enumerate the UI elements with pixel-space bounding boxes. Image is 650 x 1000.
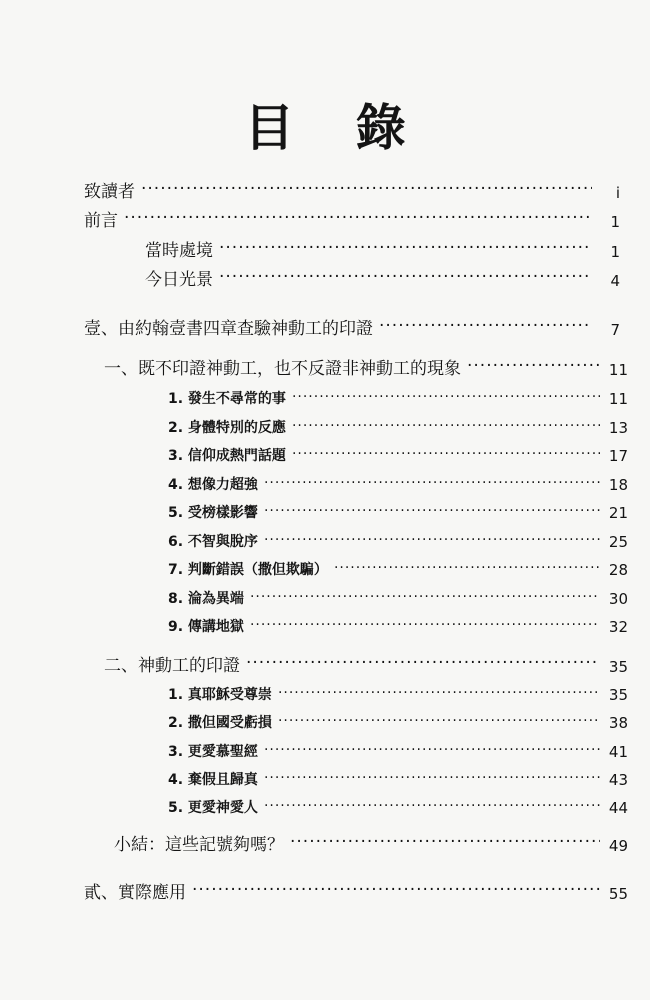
toc-label: 4. 棄假且歸真	[168, 772, 258, 788]
toc-label: 5. 更愛神愛人	[168, 800, 258, 816]
dot-leader	[264, 743, 600, 761]
toc-entry-item[interactable]	[168, 582, 628, 608]
dot-leader	[292, 390, 600, 408]
toc-label: 1. 真耶穌受尊崇	[168, 687, 272, 703]
toc-entry-summary[interactable]	[114, 829, 628, 855]
toc-page-number: 11	[608, 390, 628, 408]
dot-leader	[334, 561, 600, 579]
toc-page-number: 30	[608, 590, 628, 608]
dot-leader	[250, 590, 600, 608]
toc-label: 二、神動工的印證	[104, 656, 240, 676]
toc-label: 1. 發生不尋常的事	[168, 391, 286, 407]
page-title: 目 錄	[244, 99, 428, 157]
toc-label: 6. 不智與脫序	[168, 534, 258, 550]
toc-entry-chapter-1[interactable]	[84, 313, 620, 339]
dot-leader	[264, 504, 600, 522]
toc-page-number: 7	[610, 321, 620, 339]
toc-entry-scene-today[interactable]	[145, 264, 620, 290]
toc-page-number: 38	[608, 714, 628, 732]
toc-entry-preface[interactable]	[84, 205, 620, 231]
toc-label: 當時處境	[145, 241, 213, 261]
dot-leader	[264, 476, 600, 494]
dot-leader	[250, 618, 600, 636]
toc-entry-item[interactable]	[168, 735, 628, 761]
toc-entry-item[interactable]	[168, 553, 628, 579]
dot-leader	[141, 181, 592, 202]
toc-page-number: 55	[608, 885, 628, 903]
toc-page-number: 1	[610, 213, 620, 231]
toc-label: 今日光景	[145, 270, 213, 290]
toc-page-number: 13	[608, 419, 628, 437]
toc-entry-item[interactable]	[168, 763, 628, 789]
dot-leader	[278, 686, 600, 704]
toc-label: 壹、由約翰壹書四章查驗神動工的印證	[84, 319, 373, 339]
toc-entry-section-1[interactable]	[104, 353, 628, 379]
toc-entry-item[interactable]	[168, 610, 628, 636]
dot-leader	[292, 447, 600, 465]
toc-page-number: 25	[608, 533, 628, 551]
toc-page-number: 1	[610, 243, 620, 261]
toc-page-number: 21	[608, 504, 628, 522]
toc-page-number: i	[615, 184, 620, 202]
toc-page-number: 4	[610, 272, 620, 290]
toc-entry-item[interactable]	[168, 496, 628, 522]
toc-entry-item[interactable]	[168, 791, 628, 817]
toc-page-number: 41	[608, 743, 628, 761]
dot-leader	[264, 533, 600, 551]
toc-entry-item[interactable]	[168, 411, 628, 437]
toc-entry-item[interactable]	[168, 678, 628, 704]
dot-leader	[290, 834, 600, 855]
toc-entry-chapter-2[interactable]	[84, 877, 628, 903]
dot-leader	[467, 358, 600, 379]
toc-entry-item[interactable]	[168, 382, 628, 408]
toc-page-number: 35	[608, 658, 628, 676]
toc-label: 2. 撒但國受虧損	[168, 715, 272, 731]
toc-label: 3. 信仰成熱門話題	[168, 448, 286, 464]
dot-leader	[246, 655, 600, 676]
toc-entry-item[interactable]	[168, 439, 628, 465]
toc-label: 3. 更愛慕聖經	[168, 744, 258, 760]
toc-entry-section-2[interactable]	[104, 650, 628, 676]
dot-leader	[292, 419, 600, 437]
toc-label: 前言	[84, 211, 118, 231]
toc-entry-item[interactable]	[168, 468, 628, 494]
dot-leader	[278, 714, 600, 732]
dot-leader	[264, 799, 600, 817]
toc-label: 貳、實際應用	[84, 883, 186, 903]
toc-page-number: 17	[608, 447, 628, 465]
toc-entry-item[interactable]	[168, 706, 628, 732]
toc-label: 5. 受榜樣影響	[168, 505, 258, 521]
toc-page-number: 43	[608, 771, 628, 789]
toc-label: 4. 想像力超強	[168, 477, 258, 493]
dot-leader	[124, 210, 592, 231]
toc-label: 小結：這些記號夠嗎？	[114, 835, 284, 855]
toc-label: 致讀者	[84, 182, 135, 202]
toc-page-number: 35	[608, 686, 628, 704]
dot-leader	[192, 882, 600, 903]
toc-label: 7. 判斷錯誤（撒但欺騙）	[168, 562, 328, 578]
toc-page-number: 32	[608, 618, 628, 636]
toc-page-number: 28	[608, 561, 628, 579]
toc-page-number: 18	[608, 476, 628, 494]
dot-leader	[379, 318, 592, 339]
dot-leader	[264, 771, 600, 789]
toc-entry-item[interactable]	[168, 525, 628, 551]
toc-entry-to-readers[interactable]	[84, 176, 620, 202]
toc-label: 9. 傳講地獄	[168, 619, 244, 635]
toc-label: 8. 淪為異端	[168, 591, 244, 607]
dot-leader	[219, 240, 592, 261]
toc-entry-situation-then[interactable]	[145, 235, 620, 261]
toc-label: 一、既不印證神動工，也不反證非神動工的現象	[104, 359, 461, 379]
dot-leader	[219, 269, 592, 290]
toc-label: 2. 身體特別的反應	[168, 420, 286, 436]
toc-page-number: 11	[608, 361, 628, 379]
toc-page-number: 44	[608, 799, 628, 817]
toc-page-number: 49	[608, 837, 628, 855]
